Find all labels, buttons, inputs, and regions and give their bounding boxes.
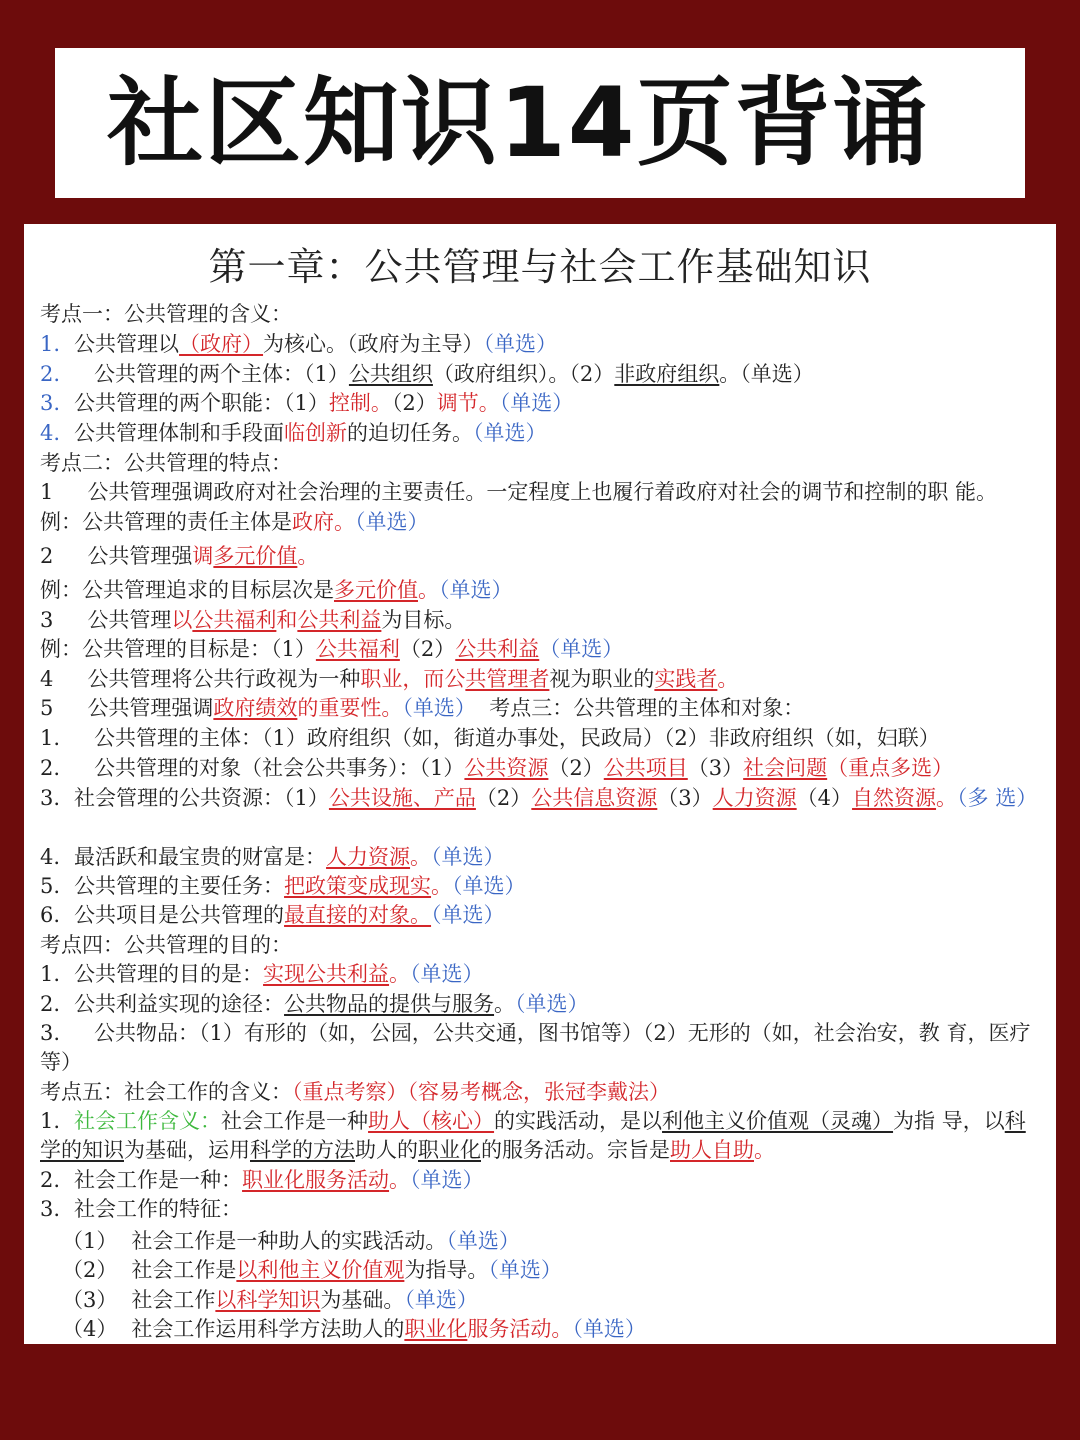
list-item: 1. 社会工作含义：社会工作是一种助人（核心）的实践活动，是以利他主义价值观（灵魂）为指 导，以科学的知识为基础，运用科学的方法助人的职业化的服务活动。宗旨是助人自助。 (40, 1109, 1026, 1162)
list-item: 4. 公共管理体制和手段面临创新的迫切任务。（单选） (40, 421, 547, 445)
list-item: 1. 公共管理以（政府）为核心。（政府为主导）（单选） (40, 332, 558, 356)
list-item: 3. 公共管理的两个职能：（1）控制。（2）调节。（单选） (40, 391, 574, 415)
sub-list-item: （3） 社会工作以科学知识为基础。（单选） (62, 1288, 478, 1312)
list-item: 3. 社会管理的公共资源：（1）公共设施、产品（2）公共信息资源（3）人力资源（4）自然资源。（多 选） (40, 786, 1038, 810)
example-line: 例：公共管理追求的目标层次是多元价值。（单选） (40, 578, 513, 602)
section-heading-4: 考点四：公共管理的目的： (40, 933, 292, 957)
chapter-title: 第一章：公共管理与社会工作基础知识 (208, 245, 872, 289)
document-page (24, 224, 1056, 1344)
list-item: 1 公共管理强调政府对社会治理的主要责任。一定程度上也履行着政府对社会的调节和控制的职 能。 (40, 480, 998, 504)
list-item: 2 公共管理强调多元价值。 (40, 544, 319, 568)
example-line: 例：公共管理的责任主体是政府。（单选） (40, 510, 429, 534)
list-item: 5 公共管理强调政府绩效的重要性。（单选） 考点三：公共管理的主体和对象： (40, 696, 805, 720)
sub-list-item: （4） 社会工作运用科学方法助人的职业化服务活动。（单选） (62, 1317, 646, 1341)
list-item: 4 公共管理将公共行政视为一种职业，而公共管理者视为职业的实践者。 (40, 667, 739, 691)
title-banner (55, 48, 1025, 198)
sub-list-item: （1） 社会工作是一种助人的实践活动。（单选） (62, 1229, 520, 1253)
list-item: 2. 公共管理的两个主体：（1）公共组织（政府组织）。（2）非政府组织。（单选） (40, 362, 814, 386)
list-item: 6. 公共项目是公共管理的最直接的对象。（单选） (40, 903, 505, 927)
section-heading-5: 考点五：社会工作的含义：（重点考察）（容易考概念，张冠李戴法） (40, 1080, 670, 1104)
list-item: 5. 公共管理的主要任务：把政策变成现实。（单选） (40, 874, 526, 898)
list-item: 3. 公共物品：（1）有形的（如，公园，公共交通，图书馆等）（2）无形的（如，社会治安，教 育，医疗等） (40, 1021, 1031, 1074)
list-item: 1. 公共管理的目的是：实现公共利益。（单选） (40, 962, 484, 986)
section-heading-2: 考点二：公共管理的特点： (40, 451, 292, 475)
list-item: 4. 最活跃和最宝贵的财富是：人力资源。（单选） (40, 845, 505, 869)
list-item: 2. 社会工作是一种：职业化服务活动。（单选） (40, 1168, 484, 1192)
list-item: 3. 社会工作的特征： (40, 1197, 243, 1221)
banner-title: 社区知识14页背诵 (107, 67, 931, 179)
sub-list-item: （2） 社会工作是以利他主义价值观为指导。（单选） (62, 1258, 562, 1282)
list-item: 1. 公共管理的主体：（1）政府组织（如，街道办事处，民政局）（2）非政府组织（如，妇联） (40, 726, 940, 750)
list-item: 3 公共管理以公共福利和公共利益为目标。 (40, 608, 466, 632)
example-line: 例：公共管理的目标是：（1）公共福利（2）公共利益（单选） (40, 637, 624, 661)
list-item: 2. 公共管理的对象（社会公共事务）：（1）公共资源（2）公共项目（3）社会问题（重点多选） (40, 756, 954, 780)
list-item: 2. 公共利益实现的途径：公共物品的提供与服务。（单选） (40, 992, 589, 1016)
section-heading-1: 考点一：公共管理的含义： (40, 302, 292, 326)
